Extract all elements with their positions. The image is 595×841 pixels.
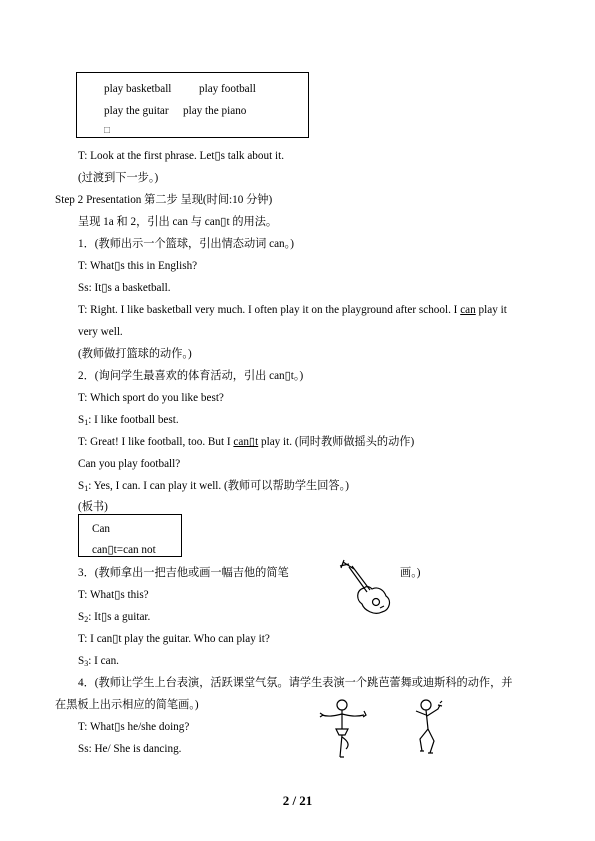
line-dancing: Ss: He/ She is dancing. (78, 743, 182, 755)
phrase-play-football: play football (199, 83, 256, 95)
line-look-at-phrase: T: Look at the first phrase. Let▯s talk about it. (78, 150, 284, 162)
board-cant: can▯t=can not (92, 544, 156, 556)
speaker-index: 3 (84, 659, 89, 668)
line-what-doing: T: What▯s he/she doing? (78, 721, 190, 733)
line-very-well: very well. (78, 326, 123, 338)
line-which-sport: T: Which sport do you like best? (78, 392, 224, 404)
line-basketball-answer: Ss: It▯s a basketball. (78, 282, 171, 294)
line-i-like-basketball (78, 303, 507, 317)
line-text: : It▯s a guitar. (88, 611, 151, 623)
line-what-in-english: T: What▯s this in English? (78, 260, 198, 272)
line-s1-yes (78, 479, 349, 493)
speaker: S (78, 655, 85, 667)
line-item-3-end: 画。) (400, 567, 421, 579)
line-text: play it. (同时教师做摇头的动作) (258, 436, 415, 448)
line-text: : I can. (88, 655, 119, 667)
line-present: 呈现 1a 和 2，引出 can 与 can▯t 的用法。 (78, 216, 278, 228)
disco-dancer-sketch-icon (412, 697, 446, 757)
underlined-cant: can▯t (233, 436, 259, 448)
line-who-can-play: T: I can▯t play the guitar. Who can play it? (78, 633, 270, 645)
page-number: 2 / 21 (282, 793, 313, 808)
speaker-index: 1 (84, 484, 89, 493)
board-can: Can (92, 523, 111, 535)
ballet-dancer-sketch-icon (318, 697, 368, 759)
line-item-4: 4．(教师让学生上台表演，活跃课堂气氛。请学生表演一个跳芭蕾舞或迪斯科的动作，并 (78, 677, 513, 689)
speaker: S (78, 480, 85, 492)
placeholder-glyph: □ (104, 125, 111, 136)
underlined-can: can (460, 304, 476, 316)
speaker-index: 1 (84, 418, 89, 427)
phrase-play-basketball: play basketball (104, 83, 172, 95)
line-text: T: Right. I like basketball very much. I often play it on the playground after school. I (78, 304, 461, 316)
line-can-you-play: Can you play football? (78, 458, 181, 470)
speaker: S (78, 611, 85, 623)
line-blackboard: (板书) (78, 501, 108, 513)
phrase-play-piano: play the piano (183, 105, 247, 117)
line-transition: (过渡到下一步。) (78, 172, 159, 184)
line-text: T: Great! I like football, too. But I (78, 436, 234, 448)
line-s3-can (78, 654, 119, 668)
line-s2-guitar (78, 610, 150, 624)
line-basketball-action: (教师做打篮球的动作。) (78, 348, 192, 360)
speaker-index: 2 (84, 615, 89, 624)
step2-heading: Step 2 Presentation 第二步 呈现(时间:10 分钟) (55, 194, 273, 206)
line-item-2: 2．(询问学生最喜欢的体育活动，引出 can▯t。) (78, 370, 304, 382)
line-great-football (78, 435, 414, 449)
speaker: S (78, 414, 85, 426)
line-text: play it (475, 304, 507, 316)
line-s1-football (78, 413, 179, 427)
line-item-4-cont: 在黑板上出示相应的简笔画。) (55, 699, 199, 711)
line-item-3: 3．(教师拿出一把吉他或画一幅吉他的简笔 (78, 567, 289, 579)
phrase-play-guitar: play the guitar (104, 105, 169, 117)
line-text: : I like football best. (88, 414, 179, 426)
line-text: : Yes, I can. I can play it well. (教师可以帮助学生回答。) (88, 480, 349, 492)
guitar-sketch-icon (334, 558, 398, 618)
line-item-1: 1．(教师出示一个篮球，引出情态动词 can。) (78, 238, 294, 250)
line-what-this: T: What▯s this? (78, 589, 149, 601)
